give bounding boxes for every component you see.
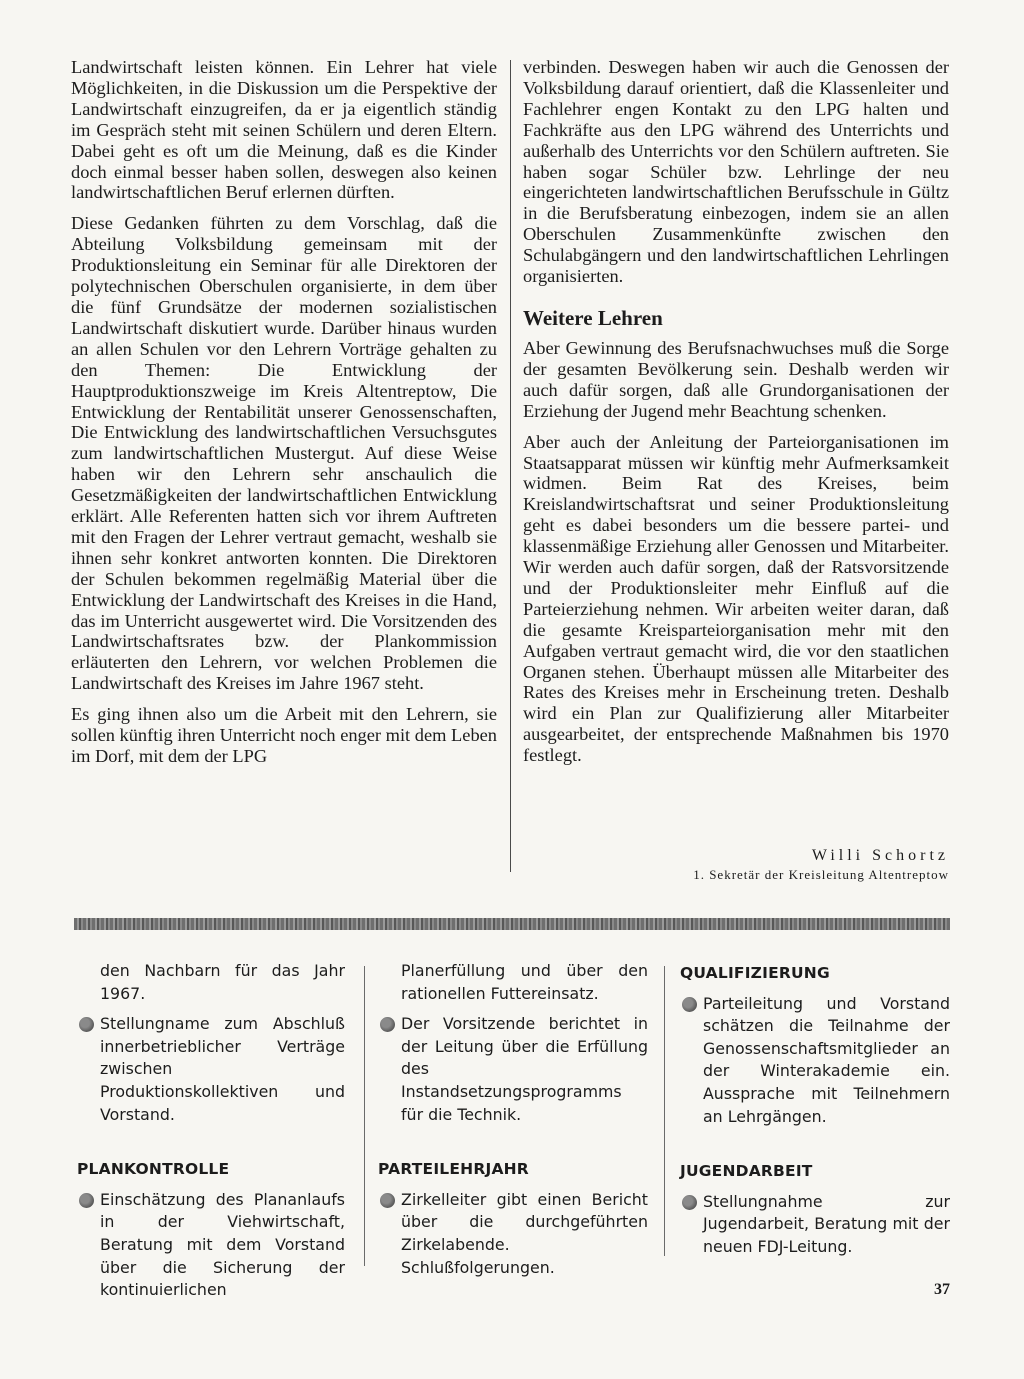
bullet-dot-icon — [380, 1017, 395, 1032]
article-column-left — [71, 57, 497, 777]
plan-list-item — [378, 1189, 648, 1279]
author-title: 1. Sekretär der Kreisleitung Altentreptow — [693, 867, 949, 882]
decorative-divider-band — [74, 918, 950, 930]
plan-heading: QUALIFIZIERUNG — [680, 964, 830, 982]
article-paragraph: Aber auch der Anleitung der Parteiorganisationen im Staatsapparat müssen wir künftig mehr Aufmerksamkeit widmen. Beim Rat des Kreises, beim Kreislandwirtschaftsrat und seiner Produktionsleitung geht es dabei besonders um die bessere partei- und klassenmäßige Erziehung aller Genossen und Mitarbeiter. Wir werden auch dafür sorgen, daß der Ratsvorsitzende und der Produktionsleiter mehr Einfluß auf die Parteierziehung nehmen. Wir arbeiten weiter daran, daß die gesamte Kreisparteiorganisation mehr mit den Aufgaben vertraut gemacht wird, die vor den staatlichen Organen stehen. Überhaupt müssen alle Mitarbeiter des Rates des Kreises mehr in Erscheinung treten. Deshalb wird ein Plan zur Qualifizierung aller Mitarbeiter ausgearbeitet, der entsprechende Maßnahmen bis 1970 festlegt. — [523, 431, 949, 766]
author-name: Willi Schortz — [811, 847, 949, 864]
plan-item-text: Einschätzung des Plananlaufs in der Viehwirtschaft, Beratung mit dem Vorstand über die Sicherung der kontinuierlichen — [100, 1189, 345, 1300]
section-heading: Weitere Lehren — [523, 305, 663, 330]
article-paragraph: Aber Gewinnung des Berufsnachwuchses muß die Sorge der gesamten Bevölkerung sein. Deshalb werden wir auch dafür sorgen, daß alle Grundorganisationen der Erziehung der Jugend mehr Beachtung schenken. — [523, 337, 949, 421]
plan-list-item — [680, 993, 950, 1129]
plan-item-text: Stellungnahme zur Jugendarbeit, Beratung mit der neuen FDJ-Leitung. — [703, 1191, 950, 1256]
plan-list-item — [77, 1189, 345, 1302]
page-number: 37 — [934, 1281, 950, 1298]
plan-column-2 — [378, 960, 648, 1287]
plan-continuation-text: Planerfüllung und über den rationellen Futtereinsatz. — [401, 961, 648, 1003]
article-paragraph: verbinden. Deswegen haben wir auch die Genossen der Volksbildung darauf orientiert, daß die Klassenleiter und Fachlehrer engen Kontakt zu den LPG halten und Fachkräfte aus den LPG während des Unterrichts und außerhalb des Unterrichts vor den Schülern auftreten. Sie haben sogar Schüler bzw. Lehrlinge der neu eingerichteten landwirtschaftlichen Berufsschule in Gültz in die Berufsberatung einbezogen, indem sie an allen Oberschulen Zusammenkünfte zwischen den Schulabgängern und den landwirtschaftlichen Lehrlingen organisierten. — [523, 57, 949, 287]
plan-continuation-text: den Nachbarn für das Jahr 1967. — [100, 961, 345, 1003]
plan-item-text: Stellungname zum Abschluß innerbetrieblicher Verträge zwischen Produktionskollektiven und Vorstand. — [100, 1014, 345, 1124]
article-column-right — [523, 57, 949, 776]
bullet-dot-icon — [380, 1193, 395, 1208]
plan-item-text: Zirkelleiter gibt einen Bericht über die durchgeführten Zirkelabende. Schlußfolgerungen. — [401, 1189, 648, 1277]
author-signature — [693, 846, 949, 884]
plan-item-text: Der Vorsitzende berichtet in der Leitung über die Erfüllung des Instandsetzungsprogramms für die Technik. — [401, 1014, 648, 1124]
article-paragraph: Diese Gedanken führten zu dem Vorschlag, daß die Abteilung Volksbildung gemeinsam mit der Produktionsleitung ein Seminar für alle Direktoren der polytechnischen Oberschulen organisierte, in dem über die fünf Grundsätze der modernen sozialistischen Landwirtschaft diskutiert wurde. Darüber hinaus wurden an allen Schulen vor den Lehrern Vorträge gehalten zu den Themen: Die Entwicklung der Hauptproduktionszweige im Kreis Altentreptow, Die Entwicklung der Rentabilität unserer Genossenschaften, Die Entwicklung des landwirtschaftlichen Versuchsgutes zum landwirtschaftlichen Mustergut. Auf diese Weise haben wir den Lehrern sehr anschaulich die Gesetzmäßigkeiten der landwirtschaftlichen Entwicklung erklärt. Alle Referenten hatten sich vor ihrem Auftreten mit den Fragen der Lehrer vertraut gemacht, weshalb sie ihnen sehr konkret antworten konnten. Die Direktoren der Schulen bekommen regelmäßig Material über die Entwicklung der Landwirtschaft des Kreises in die Hand, das im Unterricht ausgewertet wird. Die Vorsitzenden des Landwirtschaftsrates bzw. der Plankommission erläuterten den Lehrern, vor welchen Problemen die Landwirtschaft des Kreises im Jahre 1967 steht. — [71, 213, 497, 694]
plan-column-3 — [680, 962, 950, 1267]
plan-column-divider — [364, 966, 365, 1266]
article-paragraph: Es ging ihnen also um die Arbeit mit den Lehrern, sie sollen künftig ihren Unterricht noch enger mit dem Leben im Dorf, mit dem der LPG — [71, 704, 497, 766]
bullet-dot-icon — [682, 1195, 697, 1210]
plan-list-item — [680, 1191, 950, 1259]
column-divider — [510, 60, 511, 872]
plan-heading: PARTEILEHRJAHR — [378, 1160, 529, 1179]
plan-heading: JUGENDARBEIT — [680, 1162, 813, 1181]
plan-list-item — [77, 1013, 345, 1126]
plan-column-1 — [77, 960, 345, 1310]
bullet-dot-icon — [79, 1017, 94, 1032]
plan-column-divider — [664, 966, 665, 1256]
plan-list-item — [378, 1013, 648, 1126]
article-paragraph: Landwirtschaft leisten können. Ein Lehrer hat viele Möglichkeiten, in die Diskussion um die Perspektive der Landwirtschaft einzugreifen, da er ja eigentlich ständig im Gespräch steht mit seinen Schülern und deren Eltern. Dabei geht es oft um die Meinung, daß es die Kinder doch einmal besser haben sollen, deswegen also keinen landwirtschaftlichen Beruf erlernen dürften. — [71, 57, 497, 203]
bullet-dot-icon — [79, 1193, 94, 1208]
plan-heading: PLANKONTROLLE — [77, 1160, 230, 1179]
plan-item-text: Parteileitung und Vorstand schätzen die Teilnahme der Genossenschaftsmitglieder an der Winterakademie ein. Aussprache mit Teilnehmern an Lehrgängen. — [703, 993, 950, 1126]
bullet-dot-icon — [682, 997, 697, 1012]
